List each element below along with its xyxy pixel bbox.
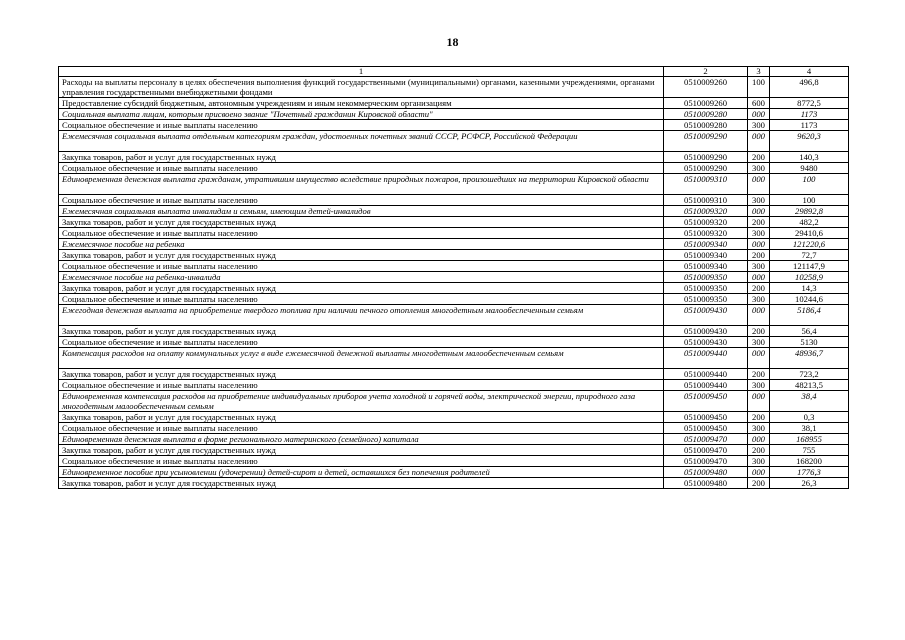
name-cell: Расходы на выплаты персоналу в целях обеспечения выполнения функций государственными (муниципальными) органами, казенными учреждениями, органами управления государственными внебюджетными фондами	[59, 77, 664, 98]
sum-cell: 72,7	[770, 250, 849, 261]
name-cell: Социальное обеспечение и иные выплаты населению	[59, 456, 664, 467]
name-cell: Единовременная денежная выплата в форме регионального материнского (семейного) капитала	[59, 434, 664, 445]
table-row	[59, 77, 849, 98]
name-cell: Закупка товаров, работ и услуг для государственных нужд	[59, 152, 664, 163]
code-cell: 0510009430	[664, 305, 748, 326]
sum-cell: 100	[770, 195, 849, 206]
expense-type-cell: 000	[748, 434, 770, 445]
sum-cell: 140,3	[770, 152, 849, 163]
name-cell: Социальное обеспечение и иные выплаты населению	[59, 228, 664, 239]
code-cell: 0510009340	[664, 250, 748, 261]
table-row	[59, 239, 849, 250]
table-row	[59, 412, 849, 423]
table-row	[59, 217, 849, 228]
expense-type-cell: 600	[748, 98, 770, 109]
table-row	[59, 98, 849, 109]
sum-cell: 5186,4	[770, 305, 849, 326]
table-row	[59, 120, 849, 131]
code-cell: 0510009470	[664, 445, 748, 456]
table-row	[59, 456, 849, 467]
sum-cell: 0,3	[770, 412, 849, 423]
table-row	[59, 174, 849, 195]
name-cell: Компенсация расходов на оплату коммунальных услуг в виде ежемесячной денежной выплаты многодетным малообеспеченным семьям	[59, 348, 664, 369]
name-cell: Закупка товаров, работ и услуг для государственных нужд	[59, 412, 664, 423]
header-col-3: 3	[748, 67, 770, 77]
sum-cell: 168200	[770, 456, 849, 467]
sum-cell: 482,2	[770, 217, 849, 228]
expense-type-cell: 200	[748, 445, 770, 456]
sum-cell: 10258,9	[770, 272, 849, 283]
name-cell: Закупка товаров, работ и услуг для государственных нужд	[59, 250, 664, 261]
expense-type-cell: 200	[748, 412, 770, 423]
name-cell: Ежемесячная социальная выплата отдельным категориям граждан, удостоенных почетных званий СССР, РСФСР, Российской Федерации	[59, 131, 664, 152]
name-cell: Закупка товаров, работ и услуг для государственных нужд	[59, 217, 664, 228]
sum-cell: 121147,9	[770, 261, 849, 272]
code-cell: 0510009320	[664, 228, 748, 239]
sum-cell: 14,3	[770, 283, 849, 294]
table-row	[59, 434, 849, 445]
expense-type-cell: 200	[748, 369, 770, 380]
table-row	[59, 478, 849, 489]
expense-type-cell: 300	[748, 120, 770, 131]
expense-type-cell: 000	[748, 305, 770, 326]
table-row	[59, 195, 849, 206]
sum-cell: 1776,3	[770, 467, 849, 478]
expense-type-cell: 300	[748, 261, 770, 272]
table-row	[59, 423, 849, 434]
expense-type-cell: 200	[748, 326, 770, 337]
sum-cell: 9620,3	[770, 131, 849, 152]
sum-cell: 755	[770, 445, 849, 456]
code-cell: 0510009470	[664, 434, 748, 445]
sum-cell: 168955	[770, 434, 849, 445]
sum-cell: 9480	[770, 163, 849, 174]
expense-type-cell: 000	[748, 348, 770, 369]
code-cell: 0510009350	[664, 272, 748, 283]
code-cell: 0510009450	[664, 391, 748, 412]
sum-cell: 723,2	[770, 369, 849, 380]
expense-type-cell: 000	[748, 391, 770, 412]
table-row	[59, 272, 849, 283]
budget-table	[58, 66, 849, 489]
code-cell: 0510009310	[664, 174, 748, 195]
table-row	[59, 391, 849, 412]
code-cell: 0510009470	[664, 456, 748, 467]
sum-cell: 48936,7	[770, 348, 849, 369]
code-cell: 0510009290	[664, 131, 748, 152]
expense-type-cell: 300	[748, 294, 770, 305]
name-cell: Социальная выплата лицам, которым присвоено звание "Почетный гражданин Кировской области"	[59, 109, 664, 120]
name-cell: Ежемесячная социальная выплата инвалидам и семьям, имеющим детей-инвалидов	[59, 206, 664, 217]
name-cell: Социальное обеспечение и иные выплаты населению	[59, 120, 664, 131]
sum-cell: 1173	[770, 109, 849, 120]
expense-type-cell: 200	[748, 250, 770, 261]
code-cell: 0510009480	[664, 467, 748, 478]
code-cell: 0510009280	[664, 120, 748, 131]
table-row	[59, 467, 849, 478]
name-cell: Ежегодная денежная выплата на приобретение твердого топлива при наличии печного отопления многодетным малообеспеченным семьям	[59, 305, 664, 326]
expense-type-cell: 000	[748, 272, 770, 283]
code-cell: 0510009340	[664, 239, 748, 250]
table-row	[59, 326, 849, 337]
table-row	[59, 261, 849, 272]
name-cell: Социальное обеспечение и иные выплаты населению	[59, 423, 664, 434]
expense-type-cell: 300	[748, 195, 770, 206]
code-cell: 0510009440	[664, 369, 748, 380]
table-row	[59, 109, 849, 120]
name-cell: Социальное обеспечение и иные выплаты населению	[59, 261, 664, 272]
name-cell: Единовременное пособие при усыновлении (удочерении) детей-сирот и детей, оставшихся без попечения родителей	[59, 467, 664, 478]
expense-type-cell: 200	[748, 283, 770, 294]
code-cell: 0510009350	[664, 294, 748, 305]
sum-cell: 48213,5	[770, 380, 849, 391]
code-cell: 0510009480	[664, 478, 748, 489]
code-cell: 0510009440	[664, 380, 748, 391]
sum-cell: 26,3	[770, 478, 849, 489]
table-body	[59, 77, 849, 489]
sum-cell: 38,4	[770, 391, 849, 412]
expense-type-cell: 300	[748, 337, 770, 348]
name-cell: Социальное обеспечение и иные выплаты населению	[59, 163, 664, 174]
table-row	[59, 294, 849, 305]
sum-cell: 1173	[770, 120, 849, 131]
sum-cell: 496,8	[770, 77, 849, 98]
expense-type-cell: 000	[748, 174, 770, 195]
name-cell: Закупка товаров, работ и услуг для государственных нужд	[59, 283, 664, 294]
expense-type-cell: 300	[748, 163, 770, 174]
table-row	[59, 305, 849, 326]
name-cell: Закупка товаров, работ и услуг для государственных нужд	[59, 478, 664, 489]
header-col-1: 1	[59, 67, 664, 77]
code-cell: 0510009350	[664, 283, 748, 294]
name-cell: Социальное обеспечение и иные выплаты населению	[59, 294, 664, 305]
code-cell: 0510009340	[664, 261, 748, 272]
name-cell: Ежемесячное пособие на ребенка-инвалида	[59, 272, 664, 283]
table-row	[59, 228, 849, 239]
expense-type-cell: 100	[748, 77, 770, 98]
table-row	[59, 250, 849, 261]
table-row	[59, 163, 849, 174]
code-cell: 0510009280	[664, 109, 748, 120]
expense-type-cell: 000	[748, 109, 770, 120]
name-cell: Закупка товаров, работ и услуг для государственных нужд	[59, 369, 664, 380]
sum-cell: 29892,8	[770, 206, 849, 217]
name-cell: Закупка товаров, работ и услуг для государственных нужд	[59, 445, 664, 456]
code-cell: 0510009320	[664, 217, 748, 228]
name-cell: Единовременная денежная выплата гражданам, утратившим имущество вследствие природных пожаров, произошедших на территории Кировской области	[59, 174, 664, 195]
expense-type-cell: 000	[748, 206, 770, 217]
expense-type-cell: 200	[748, 478, 770, 489]
table-row	[59, 152, 849, 163]
expense-type-cell: 300	[748, 228, 770, 239]
expense-type-cell: 200	[748, 152, 770, 163]
name-cell: Предоставление субсидий бюджетным, автономным учреждениям и иным некоммерческим организациям	[59, 98, 664, 109]
expense-type-cell: 300	[748, 456, 770, 467]
code-cell: 0510009430	[664, 337, 748, 348]
code-cell: 0510009260	[664, 77, 748, 98]
table-row	[59, 380, 849, 391]
header-col-4: 4	[770, 67, 849, 77]
name-cell: Социальное обеспечение и иные выплаты населению	[59, 337, 664, 348]
code-cell: 0510009450	[664, 412, 748, 423]
table-row	[59, 206, 849, 217]
name-cell: Социальное обеспечение и иные выплаты населению	[59, 195, 664, 206]
code-cell: 0510009450	[664, 423, 748, 434]
code-cell: 0510009440	[664, 348, 748, 369]
expense-type-cell: 300	[748, 423, 770, 434]
sum-cell: 100	[770, 174, 849, 195]
expense-type-cell: 000	[748, 131, 770, 152]
code-cell: 0510009260	[664, 98, 748, 109]
sum-cell: 8772,5	[770, 98, 849, 109]
code-cell: 0510009310	[664, 195, 748, 206]
page-number: 18	[446, 35, 459, 49]
name-cell: Единовременная компенсация расходов на приобретение индивидуальных приборов учета холодной и горячей воды, электрической энергии, природного газа многодетным малообеспеченным семьям	[59, 391, 664, 412]
expense-type-cell: 000	[748, 467, 770, 478]
expense-type-cell: 000	[748, 239, 770, 250]
name-cell: Закупка товаров, работ и услуг для государственных нужд	[59, 326, 664, 337]
table-row	[59, 131, 849, 152]
code-cell: 0510009290	[664, 152, 748, 163]
table-row	[59, 337, 849, 348]
code-cell: 0510009430	[664, 326, 748, 337]
code-cell: 0510009290	[664, 163, 748, 174]
sum-cell: 56,4	[770, 326, 849, 337]
header-col-2: 2	[664, 67, 748, 77]
sum-cell: 10244,6	[770, 294, 849, 305]
table-row	[59, 369, 849, 380]
expense-type-cell: 300	[748, 380, 770, 391]
sum-cell: 121220,6	[770, 239, 849, 250]
table-header-row	[59, 67, 849, 77]
table-row	[59, 283, 849, 294]
sum-cell: 29410,6	[770, 228, 849, 239]
sum-cell: 5130	[770, 337, 849, 348]
expense-type-cell: 200	[748, 217, 770, 228]
table-row	[59, 445, 849, 456]
sum-cell: 38,1	[770, 423, 849, 434]
name-cell: Социальное обеспечение и иные выплаты населению	[59, 380, 664, 391]
code-cell: 0510009320	[664, 206, 748, 217]
name-cell: Ежемесячное пособие на ребенка	[59, 239, 664, 250]
table-row	[59, 348, 849, 369]
